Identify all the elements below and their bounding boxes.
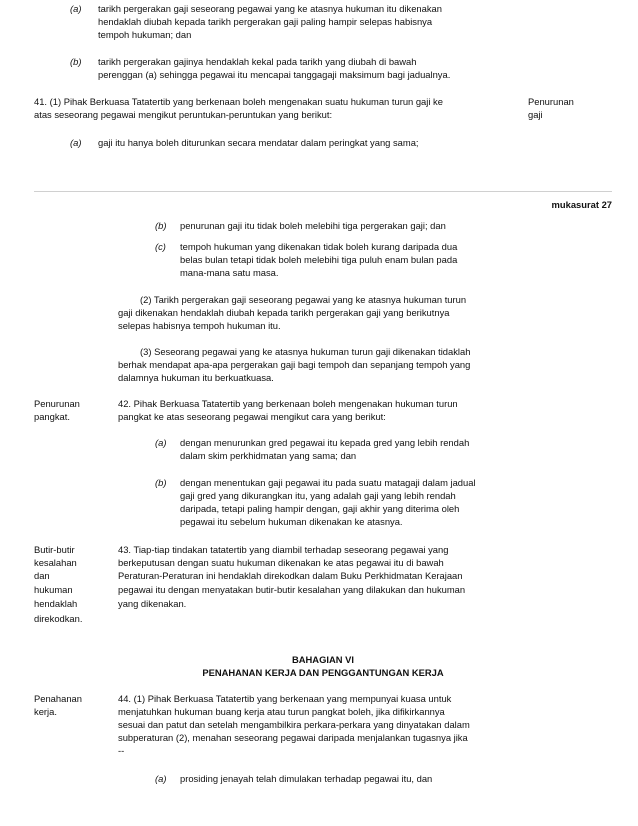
sec41-line-1: 41. (1) Pihak Berkuasa Tatatertib yang berkenaan boleh mengenakan suatu hukuman turun gaji ke	[34, 96, 443, 107]
sec43-margin-1: Butir-butir	[34, 544, 75, 555]
sub2-line-3: selepas habisnya tempoh hukuman itu.	[118, 320, 281, 331]
page-number: mukasurat 27	[551, 199, 612, 210]
sec43-line-5: yang dikenakan.	[118, 598, 187, 609]
sec44-line-1: 44. (1) Pihak Berkuasa Tatatertib yang berkenaan yang mempunyai kuasa untuk	[118, 693, 452, 704]
sec43-margin-2: kesalahan	[34, 557, 77, 568]
top-item-a-line-3: tempoh hukuman; dan	[98, 29, 192, 40]
sec42-item-b-line-3: daripada, tetapi paling hampir dengan, gaji akhir yang diterima oleh	[180, 503, 460, 514]
sec44-line-2: menjatuhkan hukuman buang kerja atau turun pangkat boleh, jika difikirkannya	[118, 706, 445, 717]
sec43-margin-5: hendaklah	[34, 598, 78, 609]
sec42-margin-1: Penurunan	[34, 398, 80, 409]
sec42-item-a-line-1: dengan menurunkan gred pegawai itu kepada gred yang lebih rendah	[180, 437, 470, 448]
sec42-line-1: 42. Pihak Berkuasa Tatatertib yang berkenaan boleh mengenakan hukuman turun	[118, 398, 458, 409]
sub2-line-1: (2) Tarikh pergerakan gaji seseorang pegawai yang ke atasnya hukuman turun	[140, 294, 467, 305]
sub3-line-2: berhak mendapat apa-apa pergerakan gaji bagi tempoh dan sepanjang tempoh yang	[118, 359, 471, 370]
sub2-line-2: gaji dikenakan hendaklah diubah kepada tarikh pergerakan gaji yang berikutnya	[118, 307, 450, 318]
sec42-line-2: pangkat ke atas seseorang pegawai mengikut cara yang berikut:	[118, 411, 386, 422]
top-item-a2-text: gaji itu hanya boleh diturunkan secara mendatar dalam peringkat yang sama;	[98, 137, 419, 148]
sec43-margin-3: dan	[34, 570, 50, 581]
top-item-a2-label: (a)	[70, 137, 82, 148]
top-item-a-line-2: hendaklah diubah kepada tarikh pergerakan gaji paling hampir selepas habisnya	[98, 16, 433, 27]
sec42-item-a-line-2: dalam skim perkhidmatan yang sama; dan	[180, 450, 357, 461]
sec44-line-4: subperaturan (2), menahan seseorang pegawai daripada menjalankan tugasnya jika	[118, 732, 468, 743]
top-item-b-label: (b)	[70, 56, 82, 67]
sec44-item-a-text: prosiding jenayah telah dimulakan terhadap pegawai itu, dan	[180, 773, 433, 784]
page-item-b-text: penurunan gaji itu tidak boleh melebihi tiga pergerakan gaji; dan	[180, 220, 446, 231]
sec41-margin-2: gaji	[528, 109, 543, 120]
top-item-a-line-1: tarikh pergerakan gaji seseorang pegawai yang ke atasnya hukuman itu dikenakan	[98, 3, 442, 14]
sec42-item-b-line-2: gaji gred yang dikurangkan itu, yang adalah gaji yang lebih rendah	[180, 490, 456, 501]
top-item-a-label: (a)	[70, 3, 82, 14]
sec42-item-b-label: (b)	[155, 477, 167, 488]
sec42-item-a-label: (a)	[155, 437, 167, 448]
part-heading: BAHAGIAN VI	[292, 654, 354, 665]
top-item-b-line-2: perenggan (a) sehingga pegawai itu mencapai tanggagaji maksimum bagi jadualnya.	[98, 69, 451, 80]
sec44-line-5: --	[118, 745, 125, 756]
page-item-c-line-2: belas bulan tetapi tidak boleh melebihi tiga puluh enam bulan pada	[180, 254, 458, 265]
sec43-line-4: pegawai itu dengan menyatakan butir-butir kesalahan yang dilakukan dan hukuman	[118, 584, 466, 595]
sec43-margin-6: direkodkan.	[34, 613, 83, 624]
sec42-margin-2: pangkat.	[34, 411, 70, 422]
page-item-c-line-3: mana-mana satu masa.	[180, 267, 279, 278]
sec44-item-a-label: (a)	[155, 773, 167, 784]
page-item-c-line-1: tempoh hukuman yang dikenakan tidak boleh kurang daripada dua	[180, 241, 458, 252]
part-subheading: PENAHANAN KERJA DAN PENGGANTUNGAN KERJA	[202, 667, 444, 678]
sub3-line-3: dalamnya hukuman itu berkuatkuasa.	[118, 372, 274, 383]
sec42-item-b-line-4: pegawai itu sebelum hukuman dikenakan ke atasnya.	[180, 516, 403, 527]
sec43-line-2: berkeputusan dengan suatu hukuman dikenakan ke atas pegawai itu di bawah	[118, 557, 444, 568]
sec43-line-1: 43. Tiap-tiap tindakan tatatertib yang diambil terhadap seseorang pegawai yang	[118, 544, 449, 555]
sec44-line-3: sesuai dan patut dan setelah mengambilkira perkara-perkara yang dinyatakan dalam	[118, 719, 470, 730]
sec41-margin-1: Penurunan	[528, 96, 574, 107]
sub3-line-1: (3) Seseorang pegawai yang ke atasnya hukuman turun gaji dikenakan tidaklah	[140, 346, 471, 357]
sec43-margin-4: hukuman	[34, 584, 73, 595]
sec43-line-3: Peraturan-Peraturan ini hendaklah direkodkan dalam Buku Perkhidmatan Kerajaan	[118, 570, 463, 581]
page-item-c-label: (c)	[155, 241, 166, 252]
page-item-b-label: (b)	[155, 220, 167, 231]
sec41-line-2: atas seseorang pegawai mengikut peruntukan-peruntukan yang berikut:	[34, 109, 333, 120]
sec44-margin-2: kerja.	[34, 706, 57, 717]
top-item-b-line-1: tarikh pergerakan gajinya hendaklah kekal pada tarikh yang diubah di bawah	[98, 56, 417, 67]
sec42-item-b-line-1: dengan menentukan gaji pegawai itu pada suatu matagaji dalam jadual	[180, 477, 476, 488]
page-divider	[34, 191, 612, 192]
sec44-margin-1: Penahanan	[34, 693, 82, 704]
